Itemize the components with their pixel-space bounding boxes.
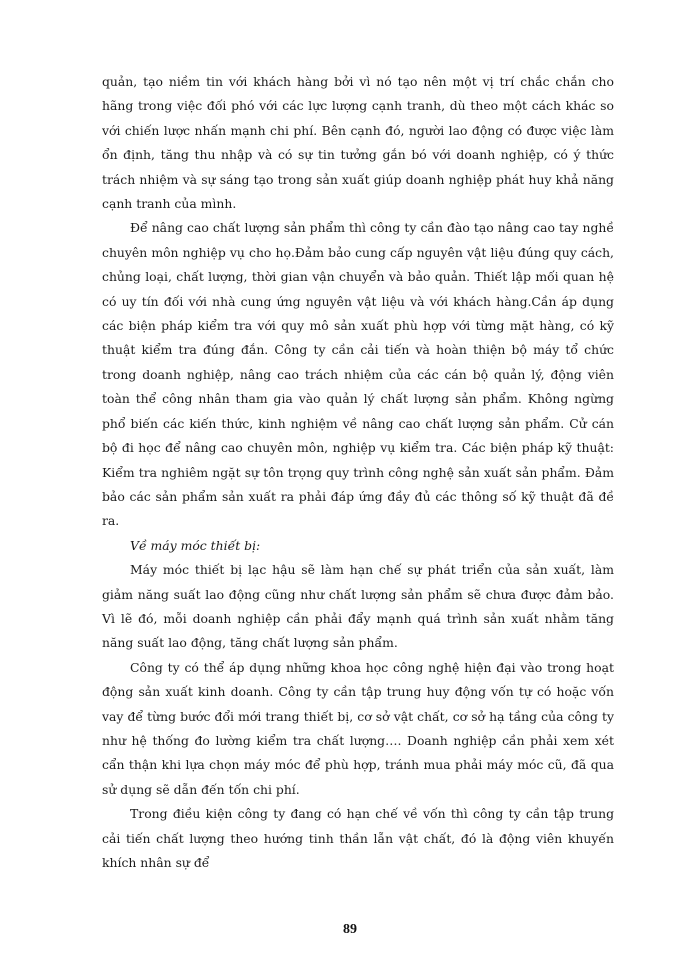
paragraph-outdated-machinery: Máy móc thiết bị lạc hậu sẽ làm hạn chế sự phát triển của sản xuất, làm giảm năng suất lao động cũng như chất lượng sản phẩm sẽ chưa được đảm bảo. Vì lẽ đó, mỗi doanh nghiệp cần phải đẩy mạnh quá trình sản xuất nhằm tăng năng suất lao động, tăng chất lượng sản phẩm.	[102, 562, 614, 651]
paragraph-quality-improvement: Để nâng cao chất lượng sản phẩm thì công ty cần đào tạo nâng cao tay nghề chuyên môn nghiệp vụ cho họ.Đảm bảo cung cấp nguyên vật liệu đúng quy cách, chủng loại, chất lượng, thời gian vận chuyển và bảo quản. Thiết lập mối quan hệ có uy tín đối với nhà cung ứng nguyên vật liệu và với khách hàng.Cần áp dụng các biện pháp kiểm tra với quy mô sản xuất phù hợp với từng mặt hàng, có kỹ thuật kiểm tra đúng đắn. Công ty cần cải tiến và hoàn thiện bộ máy tổ chức trong doanh nghiệp, nâng cao trách nhiệm của các cán bộ quản lý, động viên toàn thể công nhân tham gia vào quản lý chất lượng sản phẩm. Không ngừng phổ biến các kiến thức, kinh nghiệm về nâng cao chất lượng sản phẩm. Cử cán bộ đi học để nâng cao chuyên môn, nghiệp vụ kiểm tra. Các biện pháp kỹ thuật: Kiểm tra nghiêm ngặt sự tôn trọng quy trình công nghệ sản xuất sản phẩm. Đảm bảo các sản phẩm sản xuất ra phải đáp ứng đầy đủ các thông số kỹ thuật đã đề ra.	[102, 220, 614, 529]
section-heading-machinery: Về máy móc thiết bị:	[130, 537, 261, 553]
page-number: 89	[343, 922, 357, 937]
paragraph-capital-limits: Trong điều kiện công ty đang có hạn chế về vốn thì công ty cần tập trung cải tiến chất lượng theo hướng tinh thần lẫn vật chất, đó là động viên khuyến khích nhân sự để	[102, 806, 614, 870]
paragraph-technology-investment: Công ty có thể áp dụng những khoa học công nghệ hiện đại vào trong hoạt động sản xuất kinh doanh. Công ty cần tập trung huy động vốn tự có hoặc vốn vay để từng bước đổi mới trang thiết bị, cơ sở vật chất, cơ sở hạ tầng của công ty như hệ thống đo lường kiểm tra chất lượng…. Doanh nghiệp cần phải xem xét cẩn thận khi lựa chọn máy móc để phù hợp, tránh mua phải máy móc cũ, đã qua sử dụng sẽ dẫn đến tốn chi phí.	[102, 659, 614, 797]
document-page	[102, 70, 614, 875]
paragraph-continuation: quản, tạo niềm tin với khách hàng bởi vì nó tạo nên một vị trí chắc chắn cho hãng trong việc đối phó với các lực lượng cạnh tranh, dù theo một cách khác so với chiến lược nhấn mạnh chi phí. Bên cạnh đó, người lao động có được việc làm ổn định, tăng thu nhập và có sự tin tưởng gắn bó với doanh nghiệp, có ý thức trách nhiệm và sự sáng tạo trong sản xuất giúp doanh nghiệp phát huy khả năng cạnh tranh của mình.	[102, 74, 614, 212]
